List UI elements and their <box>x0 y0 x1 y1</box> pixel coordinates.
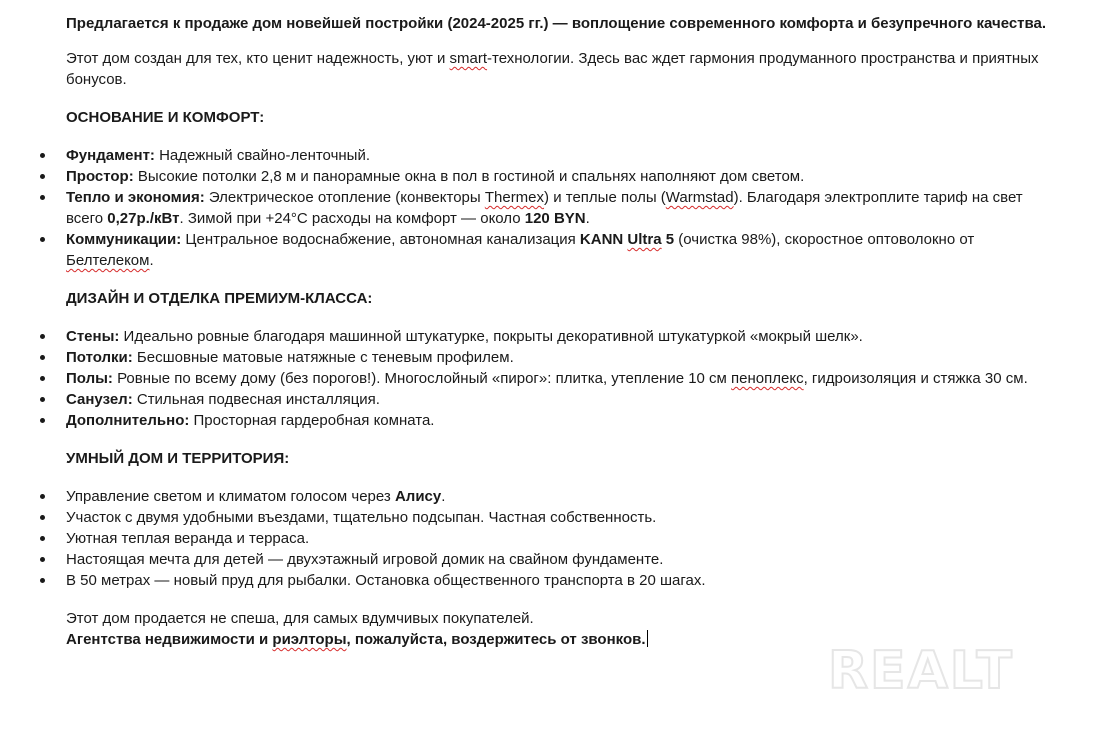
bullet-icon <box>40 334 45 339</box>
bullet-icon <box>40 515 45 520</box>
list-item: Стены: Идеально ровные благодаря машинной штукатурке, покрыты декоративной штукатуркой «мокрый шелк». <box>66 326 1056 347</box>
bullet-icon <box>40 237 45 242</box>
document-body[interactable] <box>66 13 1056 650</box>
headline: Предлагается к продаже дом новейшей постройки (2024-2025 гг.) — воплощение современного комфорта и безупречного качества. <box>66 15 1047 32</box>
list-smart-home <box>66 486 1056 591</box>
list-foundation <box>66 145 1056 271</box>
bullet-icon <box>40 536 45 541</box>
list-design <box>66 326 1056 431</box>
lead-paragraph: Этот дом создан для тех, кто ценит надежность, уют и smart-технологии. Здесь вас ждет гармония продуманного пространства и приятных бонусов. <box>66 50 1039 88</box>
bullet-icon <box>40 418 45 423</box>
list-item: Фундамент: Надежный свайно-ленточный. <box>66 145 1056 166</box>
list-item: Дополнительно: Просторная гардеробная комната. <box>66 410 1056 431</box>
bullet-icon <box>40 153 45 158</box>
list-item: Потолки: Бесшовные матовые натяжные с теневым профилем. <box>66 347 1056 368</box>
list-item: Полы: Ровные по всему дому (без порогов!). Многослойный «пирог»: плитка, утепление 10 см пеноплекс, гидроизоляция и стяжка 30 см. <box>66 368 1056 389</box>
bullet-icon <box>40 376 45 381</box>
list-item: Уютная теплая веранда и терраса. <box>66 528 1056 549</box>
section-title-foundation: ОСНОВАНИЕ И КОМФОРТ: <box>66 109 265 126</box>
bullet-icon <box>40 397 45 402</box>
list-item: Санузел: Стильная подвесная инсталляция. <box>66 389 1056 410</box>
list-item: Простор: Высокие потолки 2,8 м и панорамные окна в пол в гостиной и спальнях наполняют дом светом. <box>66 166 1056 187</box>
spellcheck-word: smart <box>449 50 488 67</box>
text-cursor <box>647 630 648 647</box>
bullet-icon <box>40 174 45 179</box>
bullet-icon <box>40 355 45 360</box>
bullet-icon <box>40 557 45 562</box>
closing-line: Этот дом продается не спеша, для самых вдумчивых покупателей. <box>66 610 534 627</box>
bullet-icon <box>40 494 45 499</box>
list-item: Настоящая мечта для детей — двухэтажный игровой домик на свайном фундаменте. <box>66 549 1056 570</box>
bullet-icon <box>40 578 45 583</box>
list-item: Участок с двумя удобными въездами, тщательно подсыпан. Частная собственность. <box>66 507 1056 528</box>
list-item: Тепло и экономия: Электрическое отопление (конвекторы Thermex) и теплые полы (Warmstad). Благодаря электроплите тариф на свет всего 0,27р./кВт. Зимой при +24°C расходы на комфорт — около 120 BYN. <box>66 187 1056 229</box>
no-agents-note: Агентства недвижимости и риэлторы, пожалуйста, воздержитесь от звонков. <box>66 631 646 648</box>
list-item: Управление светом и климатом голосом через Алису. <box>66 486 1056 507</box>
realt-watermark-logo: REALT <box>828 641 1014 701</box>
bullet-icon <box>40 195 45 200</box>
section-title-smart-home: УМНЫЙ ДОМ И ТЕРРИТОРИЯ: <box>66 450 290 467</box>
list-item: Коммуникации: Центральное водоснабжение, автономная канализация KANN Ultra 5 (очистка 98%), скоростное оптоволокно от Белтелеком. <box>66 229 1056 271</box>
section-title-design: ДИЗАЙН И ОТДЕЛКА ПРЕМИУМ-КЛАССА: <box>66 290 373 307</box>
list-item: В 50 метрах — новый пруд для рыбалки. Остановка общественного транспорта в 20 шагах. <box>66 570 1056 591</box>
